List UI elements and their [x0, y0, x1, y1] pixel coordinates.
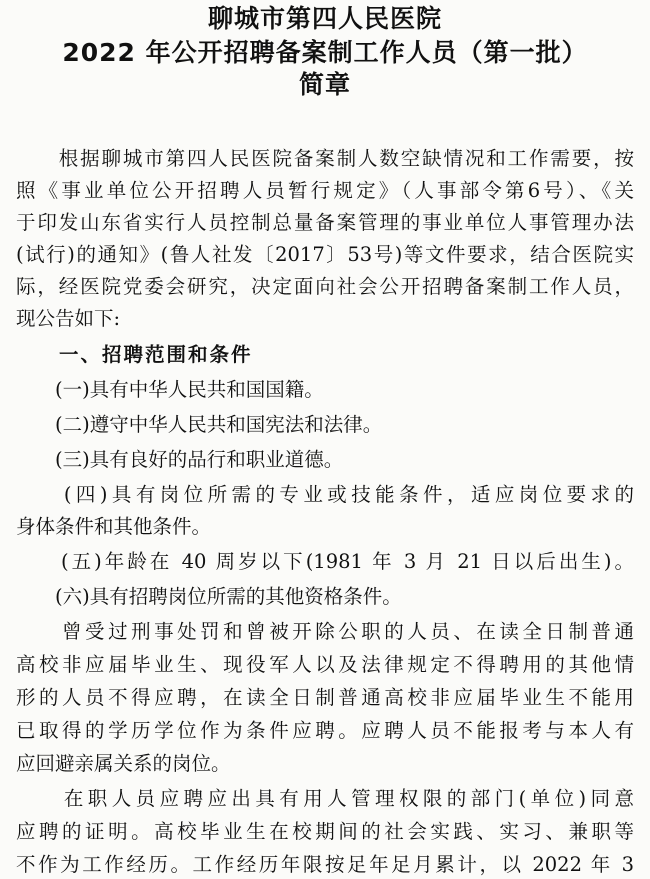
document-title-line-2: 2022 年公开招聘备案制工作人员（第一批） — [62, 38, 588, 67]
body-line: 际，经医院党委会研究，决定面向社会公开招聘备案制工作人员， — [16, 275, 634, 298]
condition-item: (二)遵守中华人民共和国宪法和法律。 — [16, 413, 383, 436]
condition-item: (三)具有良好的品行和职业道德。 — [16, 448, 344, 471]
body-line: 高校非应届毕业生、现役军人以及法律规定不得聘用的其他情 — [16, 653, 634, 676]
document-title-line-3: 简章 — [298, 70, 351, 99]
document-title-line-1: 聊城市第四人民医院 — [207, 4, 442, 33]
body-line: 应聘的证明。高校毕业生在校期间的社会实践、实习、兼职等 — [16, 820, 634, 843]
body-line: 现公告如下: — [16, 307, 121, 330]
condition-item: (六)具有招聘岗位所需的其他资格条件。 — [16, 585, 402, 608]
condition-item: (五)年龄在 40 周岁以下(1981 年 3 月 21 日以后出生)。 — [16, 550, 634, 573]
body-line: (试行)的通知》(鲁人社发〔2017〕53号)等文件要求，结合医院实 — [16, 243, 634, 266]
body-line: 形的人员不得应聘，在读全日制普通高校非应届毕业生不能用 — [16, 686, 634, 709]
section-heading: 一、招聘范围和条件 — [16, 343, 253, 366]
condition-item-continued: 身体条件和其他条件。 — [16, 515, 212, 538]
condition-item: (四)具有岗位所需的专业或技能条件，适应岗位要求的 — [16, 483, 634, 506]
body-line: 已取得的学历学位作为条件应聘。应聘人员不能报考与本人有 — [16, 719, 634, 742]
body-line: 在职人员应聘应出具有用人管理权限的部门(单位)同意 — [16, 787, 634, 810]
body-line: 曾受过刑事处罚和曾被开除公职的人员、在读全日制普通 — [16, 620, 634, 643]
condition-item: (一)具有中华人民共和国国籍。 — [16, 378, 324, 401]
body-line: 照《事业单位公开招聘人员暂行规定》（人事部令第6号）、《关 — [16, 179, 634, 202]
body-line: 应回避亲属关系的岗位。 — [16, 752, 231, 775]
body-line: 不作为工作经历。工作经历年限按足年足月累计，以 2022 年 3 — [16, 853, 634, 876]
body-line: 根据聊城市第四人民医院备案制人数空缺情况和工作需要，按 — [16, 147, 634, 170]
body-line: 于印发山东省实行人员控制总量备案管理的事业单位人事管理办法 — [16, 211, 634, 234]
